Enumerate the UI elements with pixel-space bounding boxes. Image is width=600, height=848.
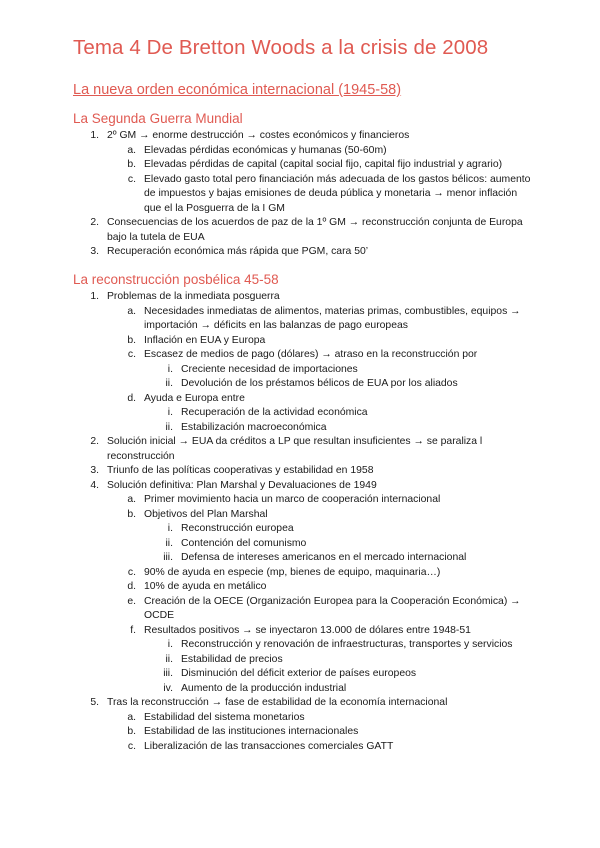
- list-item-text: Reconstrucción y renovación de infraestructuras, transportes y servicios: [181, 639, 513, 650]
- list-item: [73, 479, 533, 494]
- list-item: [73, 682, 533, 697]
- list-item: [73, 725, 533, 740]
- list-marker: iii.: [163, 668, 173, 679]
- list-marker: b.: [127, 159, 136, 170]
- list-item: [73, 493, 533, 508]
- outline-list: [73, 129, 533, 260]
- list-marker: a.: [127, 711, 136, 723]
- list-item-text: Necesidades inmediatas de alimentos, materias primas, combustibles, equipos → importación → déficits en las balanzas de pago europeas: [144, 305, 521, 331]
- list-item: [73, 129, 533, 144]
- list-marker: a.: [127, 305, 136, 317]
- list-item: [73, 566, 533, 581]
- list-item-text: Contención del comunismo: [181, 537, 307, 549]
- list-marker: f.: [130, 624, 136, 636]
- list-item-text: Inflación en EUA y Europa: [144, 334, 266, 346]
- list-item-text: Creación de la OECE (Organización Europea para la Cooperación Económica) → OCDE: [144, 595, 521, 621]
- list-item: [73, 595, 533, 624]
- list-item: [73, 173, 533, 217]
- list-marker: 5.: [90, 697, 99, 708]
- list-item: [73, 537, 533, 552]
- outline-list: [73, 290, 533, 754]
- list-marker: 1.: [90, 130, 99, 141]
- list-marker: e.: [127, 595, 136, 607]
- list-item: [73, 406, 533, 421]
- list-item-text: Ayuda e Europa entre: [144, 392, 245, 404]
- list-item: [73, 348, 533, 363]
- list-marker: i.: [167, 639, 173, 650]
- list-item: [73, 696, 533, 711]
- list-marker: b.: [127, 508, 136, 520]
- list-item-text: Reconstrucción europea: [181, 523, 294, 534]
- list-item-text: Recuperación económica más rápida que PGM, cara 50’: [107, 246, 369, 257]
- list-marker: b.: [127, 334, 136, 346]
- list-marker: d.: [127, 581, 136, 592]
- list-item-text: 10% de ayuda en metálico: [144, 581, 267, 592]
- list-item: [73, 392, 533, 407]
- list-marker: iii.: [163, 552, 173, 563]
- list-marker: c.: [127, 349, 136, 360]
- list-item: [73, 245, 533, 260]
- list-item-text: Elevadas pérdidas de capital (capital social fijo, capital fijo industrial y agrario): [144, 159, 503, 170]
- list-item-text: Devolución de los préstamos bélicos de EUA por los aliados: [181, 378, 458, 389]
- list-item: [73, 216, 533, 245]
- list-marker: c.: [127, 173, 136, 185]
- list-marker: ii.: [165, 421, 173, 433]
- list-item: [73, 305, 533, 334]
- list-item-text: Disminución del déficit exterior de países europeos: [181, 668, 417, 679]
- list-item-text: Resultados positivos → se inyectaron 13.000 de dólares entre 1948-51: [144, 624, 471, 636]
- list-item: [73, 624, 533, 639]
- list-item: [73, 711, 533, 726]
- list-marker: b.: [127, 726, 136, 737]
- list-item: [73, 508, 533, 523]
- list-marker: c.: [127, 566, 136, 578]
- list-item-text: Estabilidad del sistema monetarios: [144, 711, 305, 723]
- list-item-text: Escasez de medios de pago (dólares) → atraso en la reconstrucción por: [144, 349, 478, 360]
- list-item: [73, 377, 533, 392]
- list-item-text: Defensa de intereses americanos en el mercado internacional: [181, 552, 467, 563]
- list-marker: i.: [167, 523, 173, 534]
- list-item: [73, 638, 533, 653]
- list-item-text: Tras la reconstrucción → fase de estabilidad de la economía internacional: [107, 697, 448, 708]
- list-marker: i.: [167, 407, 173, 418]
- list-item: [73, 653, 533, 668]
- list-marker: c.: [127, 740, 136, 752]
- list-item-text: 90% de ayuda en especie (mp, bienes de equipo, maquinaria…): [144, 566, 441, 578]
- list-marker: ii.: [165, 537, 173, 549]
- list-item-text: Elevadas pérdidas económicas y humanas (50-60m): [144, 144, 387, 156]
- list-marker: a.: [127, 494, 136, 505]
- list-item-text: Estabilidad de las instituciones internacionales: [144, 726, 359, 737]
- list-item-text: Estabilización macroeconómica: [181, 421, 327, 433]
- list-item-text: Liberalización de las transacciones comerciales GATT: [144, 740, 394, 752]
- list-item-text: Objetivos del Plan Marshal: [144, 508, 268, 520]
- list-item-text: 2º GM → enorme destrucción → costes económicos y financieros: [107, 130, 410, 141]
- list-item-text: Solución inicial → EUA da créditos a LP que resultan insuficientes → se paraliza l reconstrucción: [107, 436, 483, 462]
- list-item: [73, 435, 533, 464]
- list-item: [73, 740, 533, 755]
- list-item: [73, 464, 533, 479]
- list-marker: a.: [127, 144, 136, 156]
- list-item-text: Estabilidad de precios: [181, 653, 283, 665]
- list-marker: 4.: [90, 479, 99, 491]
- list-item-text: Consecuencias de los acuerdos de paz de la 1º GM → reconstrucción conjunta de Europa bajo la tutela de EUA: [107, 217, 523, 243]
- list-item-text: Creciente necesidad de importaciones: [181, 363, 358, 375]
- list-marker: ii.: [165, 653, 173, 665]
- section-title: La nueva orden económica internacional (1945-58): [73, 82, 402, 98]
- list-marker: 3.: [90, 246, 99, 257]
- list-item-text: Aumento de la producción industrial: [181, 682, 347, 694]
- list-item: [73, 334, 533, 349]
- list-item: [73, 363, 533, 378]
- list-item: [73, 158, 533, 173]
- list-marker: ii.: [165, 378, 173, 389]
- list-item: [73, 580, 533, 595]
- list-marker: 2.: [90, 436, 99, 447]
- document-title: Tema 4 De Bretton Woods a la crisis de 2008: [73, 36, 489, 59]
- list-marker: iv.: [163, 682, 173, 694]
- list-marker: d.: [127, 392, 136, 404]
- list-item-text: Solución definitiva: Plan Marshal y Devaluaciones de 1949: [107, 479, 377, 491]
- list-marker: 1.: [90, 291, 99, 302]
- subsection-heading: La reconstrucción posbélica 45-58: [73, 272, 279, 287]
- list-marker: 3.: [90, 465, 99, 476]
- list-item-text: Triunfo de las políticas cooperativas y estabilidad en 1958: [107, 465, 374, 476]
- list-item: [73, 290, 533, 305]
- subsection-heading: La Segunda Guerra Mundial: [73, 111, 243, 126]
- list-item: [73, 522, 533, 537]
- list-marker: 2.: [90, 217, 99, 228]
- list-item-text: Problemas de la inmediata posguerra: [107, 291, 280, 302]
- list-item: [73, 421, 533, 436]
- list-item-text: Elevado gasto total pero financiación más adecuada de los gastos bélicos: aumento de impuestos y bajas emisiones de deuda pública y monetaria → menor inflación que el la Posguerra de la I GM: [144, 173, 531, 214]
- list-marker: i.: [167, 363, 173, 375]
- list-item: [73, 667, 533, 682]
- list-item-text: Recuperación de la actividad económica: [181, 407, 368, 418]
- list-item: [73, 144, 533, 159]
- list-item-text: Primer movimiento hacia un marco de cooperación internacional: [144, 494, 441, 505]
- list-item: [73, 551, 533, 566]
